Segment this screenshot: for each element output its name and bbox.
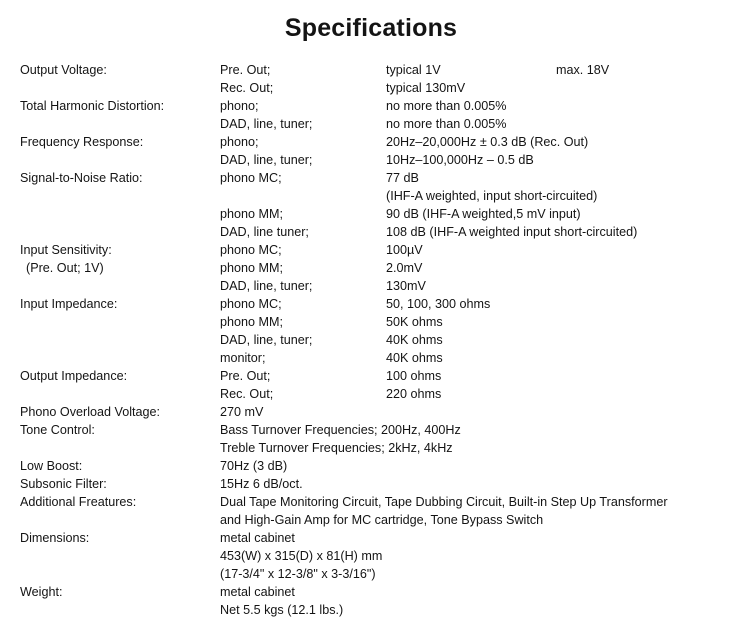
page-title: Specifications [284,14,458,42]
spec-value: 130mV [386,279,426,293]
spec-condition: DAD, line, tuner; [220,153,313,167]
spec-value: 70Hz (3 dB) [220,459,288,473]
spec-value: typical 1V [386,63,441,77]
spec-value-max: max. 18V [556,63,610,77]
spec-condition: phono MM; [220,261,283,275]
spec-condition: Pre. Out; [220,369,271,383]
spec-value: (IHF-A weighted, input short-circuited) [386,189,598,203]
spec-label: Low Boost: [20,459,83,473]
spec-value: typical 130mV [386,81,466,95]
spec-value: metal cabinet [220,531,295,545]
spec-condition: phono; [220,135,259,149]
spec-value: 20Hz–20,000Hz ± 0.3 dB (Rec. Out) [386,135,589,149]
spec-value: (17-3/4" x 12-3/8" x 3-3/16") [220,567,376,581]
spec-value: 453(W) x 315(D) x 81(H) mm [220,549,383,563]
spec-value: 77 dB [386,171,419,185]
spec-condition: monitor; [220,351,266,365]
spec-condition: Rec. Out; [220,387,274,401]
spec-value: Net 5.5 kgs (12.1 lbs.) [220,603,344,617]
spec-value: Treble Turnover Frequencies; 2kHz, 4kHz [220,441,453,455]
spec-value: 10Hz–100,000Hz – 0.5 dB [386,153,534,167]
spec-label: Dimensions: [20,531,90,545]
spec-condition: phono MC; [220,243,282,257]
spec-value: 100 ohms [386,369,442,383]
spec-value: 40K ohms [386,333,443,347]
spec-value: 270 mV [220,405,264,419]
spec-value: 90 dB (IHF-A weighted,5 mV input) [386,207,581,221]
spec-value: 50, 100, 300 ohms [386,297,491,311]
spec-label: Output Impedance: [20,369,128,383]
spec-condition: Pre. Out; [220,63,271,77]
spec-label: Output Voltage: [20,63,107,77]
spec-value: Bass Turnover Frequencies; 200Hz, 400Hz [220,423,461,437]
spec-value: 220 ohms [386,387,442,401]
spec-value: no more than 0.005% [386,117,507,131]
spec-label: Signal-to-Noise Ratio: [20,171,143,185]
spec-value: 108 dB (IHF-A weighted input short-circuited) [386,225,638,239]
spec-label: Subsonic Filter: [20,477,107,491]
spec-condition: phono; [220,99,259,113]
spec-condition: phono MC; [220,171,282,185]
spec-value: and High-Gain Amp for MC cartridge, Tone Bypass Switch [220,513,544,527]
spec-label: Additional Freatures: [20,495,137,509]
spec-condition: DAD, line, tuner; [220,279,313,293]
spec-label: Frequency Response: [20,135,144,149]
spec-value: 2.0mV [386,261,423,275]
spec-label-note: (Pre. Out; 1V) [26,261,104,275]
spec-value: 50K ohms [386,315,443,329]
spec-label: Tone Control: [20,423,95,437]
spec-label: Input Sensitivity: [20,243,112,257]
spec-value: metal cabinet [220,585,295,599]
spec-label: Weight: [20,585,63,599]
spec-value: 100µV [386,243,423,257]
spec-condition: phono MC; [220,297,282,311]
spec-condition: phono MM; [220,207,283,221]
spec-value: 40K ohms [386,351,443,365]
spec-value: no more than 0.005% [386,99,507,113]
spec-condition: DAD, line, tuner; [220,117,313,131]
spec-label: Input Impedance: [20,297,118,311]
spec-value: 15Hz 6 dB/oct. [220,477,303,491]
spec-label: Phono Overload Voltage: [20,405,161,419]
spec-label: Total Harmonic Distortion: [20,99,165,113]
spec-condition: DAD, line tuner; [220,225,309,239]
spec-condition: phono MM; [220,315,283,329]
spec-condition: DAD, line, tuner; [220,333,313,347]
spec-condition: Rec. Out; [220,81,274,95]
spec-value: Dual Tape Monitoring Circuit, Tape Dubbing Circuit, Built-in Step Up Transformer [220,495,668,509]
